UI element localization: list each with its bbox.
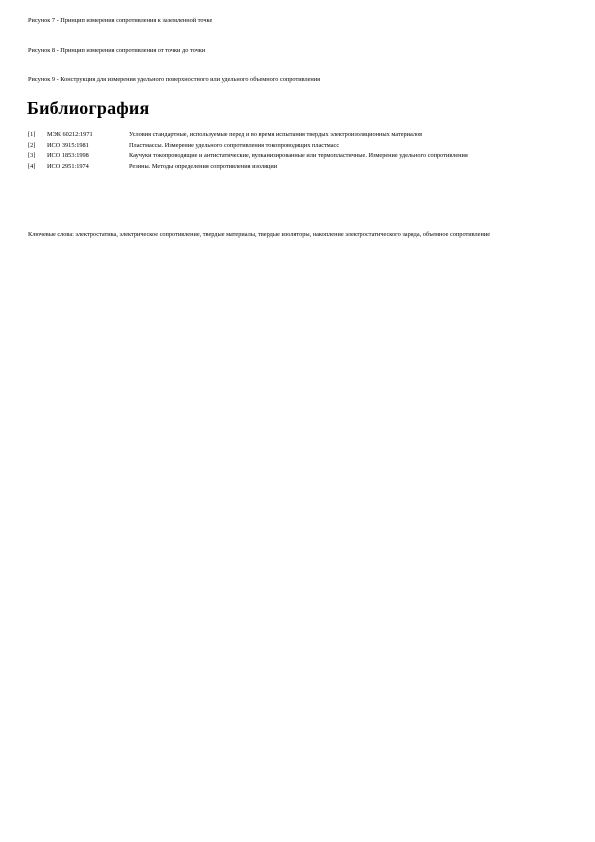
bibliography-item [28,152,573,160]
bibliography-item-number: [2] [28,141,36,149]
bibliography-item-title: Пластмассы. Измерение удельного сопротивления токопроводящих пластмасс [129,141,340,149]
bibliography-item-standard: ИСО 2951:1974 [47,162,89,170]
bibliography-item-standard: ИСО 3915:1981 [47,141,89,149]
bibliography-item [28,142,573,150]
bibliography-item [28,163,573,171]
figure-caption-7: Рисунок 7 - Принцип измерения сопротивления к заземленной точке [28,17,213,24]
figure-caption-9: Рисунок 9 - Конструкция для измерения удельного поверхностного или удельного объемного сопротивления [28,76,321,83]
figure-caption-8: Рисунок 8 - Принцип измерения сопротивления от точки до точки [28,47,206,54]
bibliography-heading: Библиография [27,98,150,118]
bibliography-item [28,131,573,139]
keywords-paragraph: Ключевые слова: электростатика, электрическое сопротивление, твердые материалы, твердые изоляторы, накопление электростатического заряда, объемное сопротивление [28,231,491,238]
bibliography-item-title: Условия стандартные, используемые перед и во время испытания твердых электроизоляционных материалов [129,131,423,138]
bibliography-item-number: [3] [28,152,36,159]
bibliography-item-standard: МЭК 60212:1971 [47,131,93,138]
bibliography-item-number: [1] [28,131,36,138]
bibliography-item-standard: ИСО 1853:1998 [47,152,89,159]
bibliography-list [28,131,573,173]
bibliography-item-number: [4] [28,162,36,170]
bibliography-item-title: Резины. Методы определения сопротивления изоляции [129,162,278,170]
bibliography-item-title: Каучуки токопроводящие и антистатические, вулканизированные или термопластичные. Измерение удельного сопротивления [129,152,468,159]
